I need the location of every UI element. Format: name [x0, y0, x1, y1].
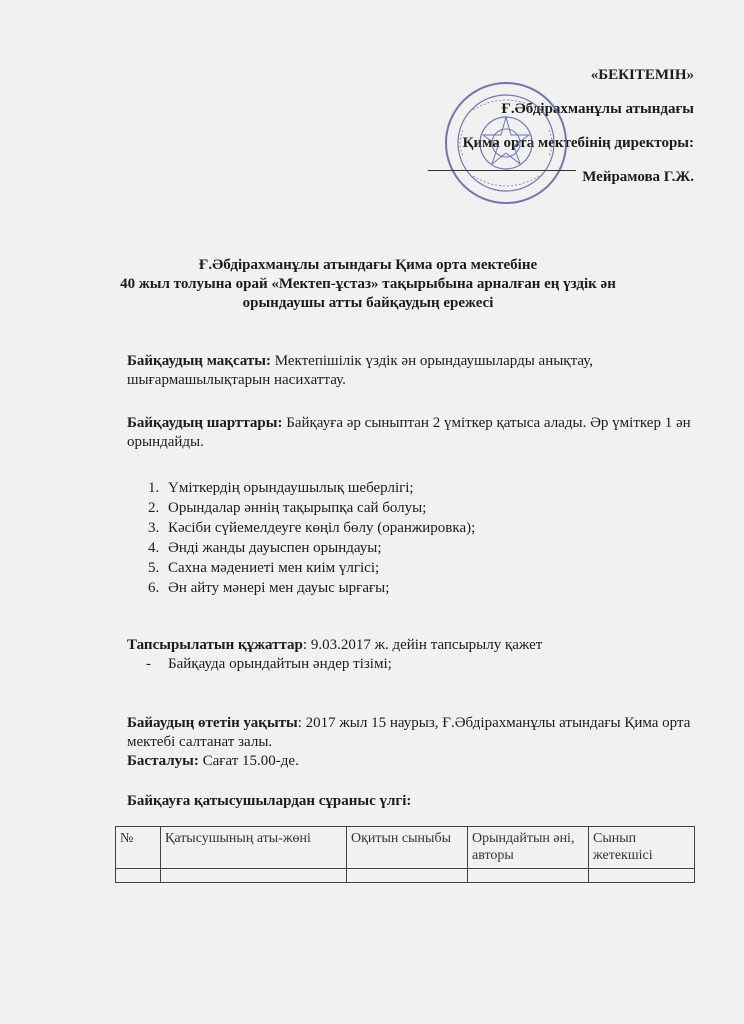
documents-paragraph [127, 636, 697, 655]
approval-line-1: Ғ.Әбдірахманұлы атындағы [501, 101, 694, 117]
goal-paragraph [127, 352, 697, 390]
criteria-list [148, 478, 688, 598]
list-item: 3. Кәсіби сүйемелдеуге көңіл бөлу (оранжировка); [148, 520, 476, 536]
title-line-3: орындаушы атты байқаудың ережесі [242, 295, 494, 311]
start-label: Басталуы: [127, 753, 199, 769]
table-row [116, 869, 695, 883]
document-title [118, 256, 618, 313]
conditions-text: Байқауға әр сыныптан 2 үміткер қатыса алады. Әр үміткер 1 ән орындайды. [127, 415, 691, 450]
application-form-table [115, 826, 695, 883]
list-item: 2. Орындалар әннің тақырыпқа сай болуы; [148, 500, 427, 516]
approval-line-2: Қима орта мектебінің директоры: [462, 135, 694, 151]
approval-director-name: Мейрамова Г.Ж. [582, 169, 694, 185]
conditions-paragraph [127, 414, 697, 452]
time-text: : 2017 жыл 15 наурыз, Ғ.Әбдірахманұлы атындағы Қима орта мектебі салтанат залы. [127, 715, 691, 750]
start-text: Сағат 15.00-де. [198, 753, 299, 769]
documents-text: : 9.03.2017 ж. дейін тапсырылу қажет [302, 637, 543, 653]
table-header-cell: Орындайтын әні, авторы [468, 827, 589, 869]
goal-label: Байқаудың мақсаты: [127, 353, 271, 369]
approval-heading: «БЕКІТЕМІН» [590, 67, 694, 83]
list-item: 5. Сахна мәдениеті мен киім үлгісі; [148, 560, 380, 576]
documents-list-item: - Байқауда орындайтын әндер тізімі; [146, 656, 392, 672]
form-heading: Байқауға қатысушылардан сұраныс үлгі: [127, 793, 412, 809]
documents-label: Тапсырылатын құжаттар [127, 637, 303, 653]
school-seal-icon [443, 80, 569, 206]
title-line-2: 40 жыл толуына орай «Мектеп-ұстаз» тақырыбына арналған ең үздік ән [120, 276, 616, 292]
table-header-cell: Сынып жетекшісі [589, 827, 695, 869]
table-header-cell: № [116, 827, 161, 869]
signature-line [428, 170, 576, 171]
goal-text: Мектепішілік үздік ән орындаушыларды анықтау, шығармашылықтарын насихаттау. [127, 353, 593, 388]
list-item: 1. Үміткердің орындаушылық шеберлігі; [148, 480, 414, 496]
title-line-1: Ғ.Әбдірахманұлы атындағы Қима орта мектебіне [198, 257, 538, 273]
table-header-row [116, 827, 695, 869]
list-item: 4. Әнді жанды дауыспен орындауы; [148, 540, 382, 556]
time-paragraph [127, 714, 697, 771]
list-item: 6. Ән айту мәнері мен дауыс ырғағы; [148, 580, 390, 596]
conditions-label: Байқаудың шарттары: [127, 415, 283, 431]
table-header-cell: Оқитын сыныбы [347, 827, 468, 869]
table-header-cell: Қатысушының аты-жөні [161, 827, 347, 869]
time-label: Байаудың өтетін уақыты [127, 715, 298, 731]
